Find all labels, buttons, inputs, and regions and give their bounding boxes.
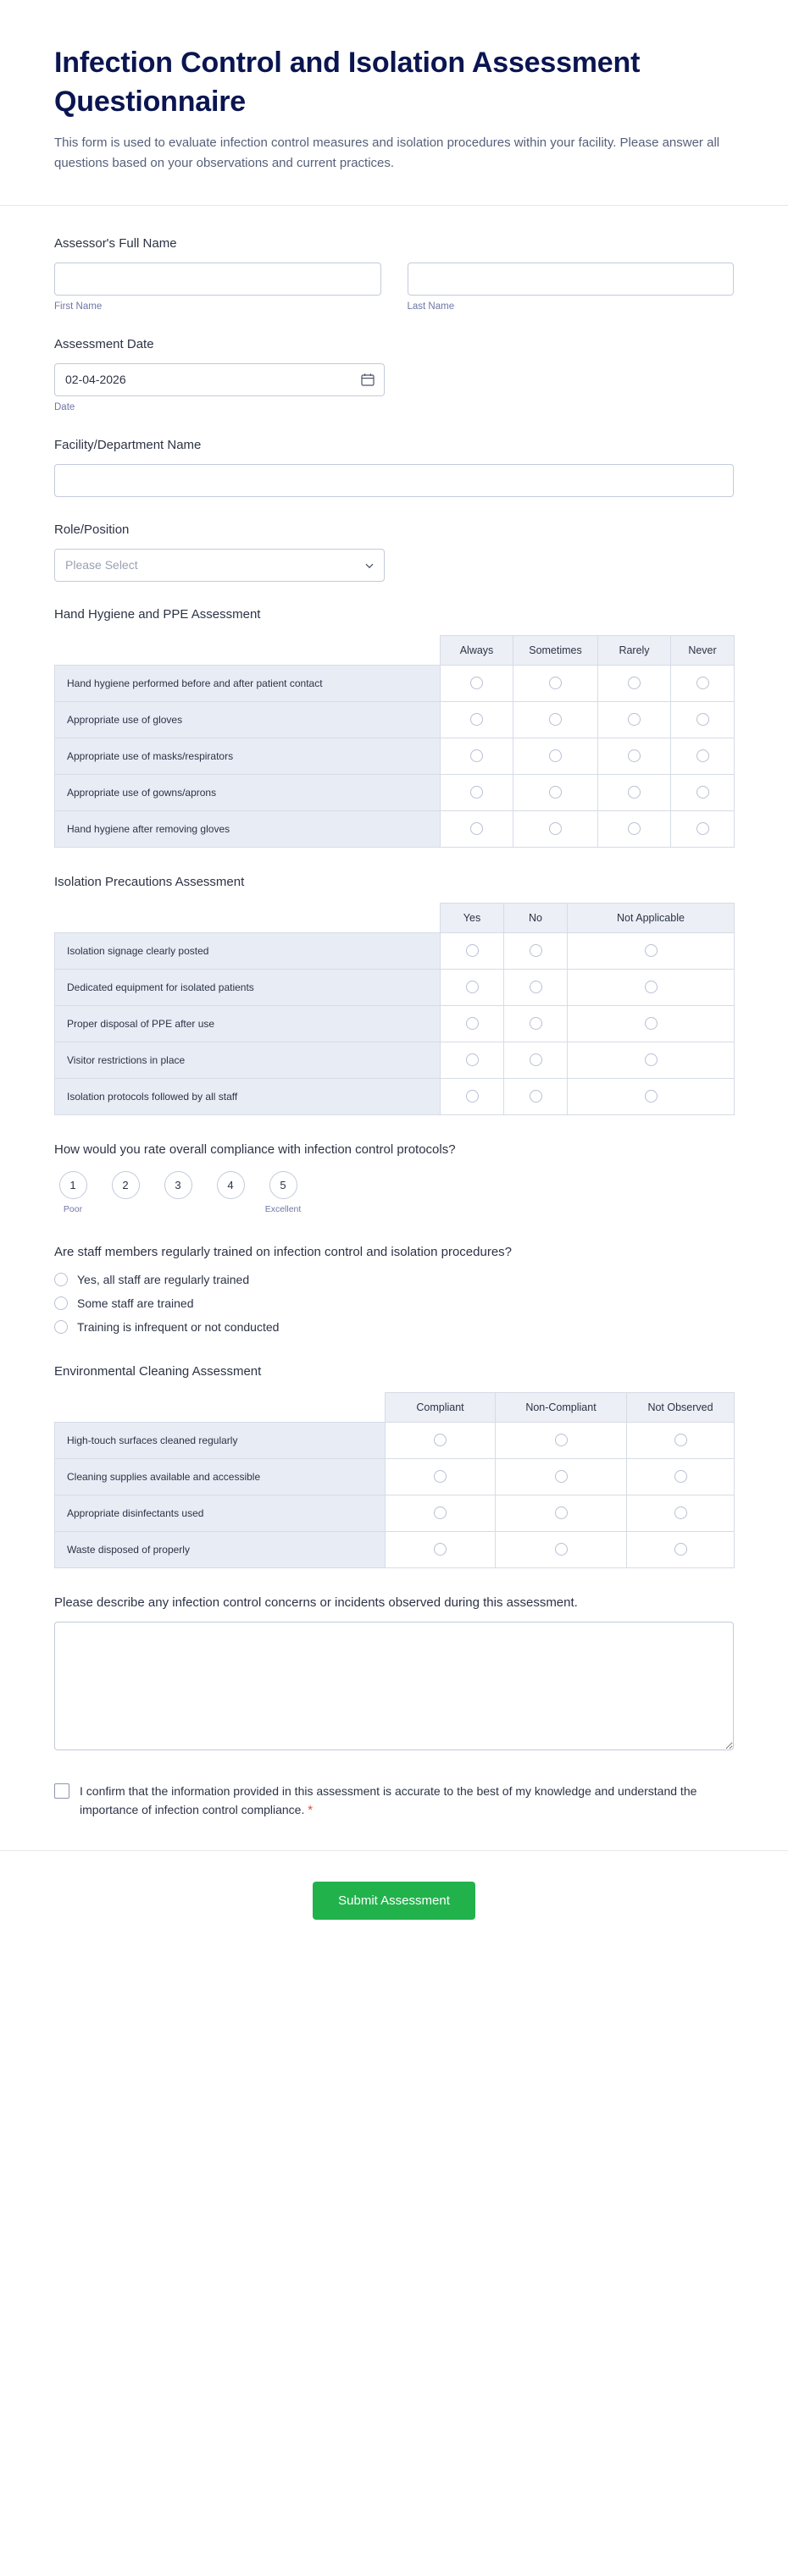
matrix-cell[interactable] — [671, 810, 735, 847]
radio-button[interactable] — [470, 713, 483, 726]
radio-button[interactable] — [696, 786, 709, 799]
table-row — [55, 774, 735, 810]
matrix-cell[interactable] — [496, 1495, 627, 1531]
radio-button[interactable] — [696, 749, 709, 762]
assessor-name-field — [54, 235, 734, 312]
last-name-input[interactable] — [408, 263, 735, 296]
matrix-cell[interactable] — [386, 1495, 496, 1531]
matrix-cell[interactable] — [504, 1042, 568, 1078]
radio-button[interactable] — [555, 1470, 568, 1483]
radio-button[interactable] — [466, 1090, 479, 1103]
table-row — [55, 738, 735, 774]
matrix-corner — [55, 635, 441, 665]
row-label: Isolation signage clearly posted — [55, 932, 441, 969]
row-label: Appropriate use of masks/respirators — [55, 738, 441, 774]
last-name-group — [408, 263, 735, 312]
isolation-matrix-block — [54, 873, 734, 1115]
isolation-title: Isolation Precautions Assessment — [54, 874, 245, 889]
radio-button[interactable] — [645, 1053, 658, 1066]
compliance-rating-question: How would you rate overall compliance with infection control protocols? — [54, 1142, 456, 1157]
radio-button[interactable] — [54, 1320, 68, 1334]
role-label: Role/Position — [54, 522, 130, 537]
matrix-cell[interactable] — [513, 810, 598, 847]
matrix-cell[interactable] — [441, 665, 513, 701]
radio-label: Training is infrequent or not conducted — [77, 1319, 280, 1334]
radio-button[interactable] — [628, 822, 641, 835]
row-label: Appropriate use of gloves — [55, 701, 441, 738]
matrix-cell[interactable] — [441, 1005, 504, 1042]
radio-button[interactable] — [549, 822, 562, 835]
radio-button[interactable] — [549, 786, 562, 799]
matrix-cell[interactable] — [671, 701, 735, 738]
table-row — [55, 969, 735, 1005]
matrix-cell[interactable] — [598, 701, 671, 738]
radio-button[interactable] — [466, 981, 479, 993]
consent-text-wrapper — [80, 1782, 707, 1821]
table-header-row — [55, 635, 735, 665]
rating-value[interactable]: 2 — [112, 1171, 140, 1199]
assessment-date-field — [54, 335, 734, 412]
table-row — [55, 701, 735, 738]
facility-input[interactable] — [54, 464, 734, 497]
table-row — [55, 810, 735, 847]
date-input-wrapper — [54, 363, 385, 396]
matrix-cell[interactable] — [568, 1078, 735, 1114]
matrix-cell[interactable] — [441, 1078, 504, 1114]
radio-button[interactable] — [696, 677, 709, 689]
column-header: Always — [441, 635, 513, 665]
facility-field — [54, 436, 734, 497]
column-header: Rarely — [598, 635, 671, 665]
hand-hygiene-matrix — [54, 635, 735, 848]
table-row — [55, 932, 735, 969]
matrix-cell[interactable] — [504, 969, 568, 1005]
concerns-field — [54, 1594, 734, 1755]
matrix-cell[interactable] — [496, 1531, 627, 1567]
column-header: Yes — [441, 903, 504, 932]
radio-button[interactable] — [530, 1053, 542, 1066]
matrix-cell[interactable] — [386, 1422, 496, 1458]
radio-button[interactable] — [645, 1017, 658, 1030]
radio-button[interactable] — [645, 944, 658, 957]
facility-label: Facility/Department Name — [54, 437, 202, 452]
matrix-cell[interactable] — [441, 969, 504, 1005]
rating-value[interactable]: 4 — [217, 1171, 245, 1199]
radio-button[interactable] — [470, 677, 483, 689]
table-row — [55, 1531, 735, 1567]
last-name-sublabel: Last Name — [407, 301, 455, 312]
radio-button[interactable] — [530, 1090, 542, 1103]
compliance-rating-field — [54, 1141, 734, 1215]
cleaning-matrix — [54, 1392, 735, 1568]
matrix-cell[interactable] — [627, 1422, 735, 1458]
table-row — [55, 1078, 735, 1114]
table-row — [55, 1495, 735, 1531]
consent-checkbox[interactable] — [54, 1783, 69, 1799]
submit-button[interactable]: Submit Assessment — [313, 1882, 475, 1920]
radio-button[interactable] — [628, 786, 641, 799]
first-name-input[interactable] — [54, 263, 381, 296]
radio-label: Yes, all staff are regularly trained — [77, 1272, 250, 1286]
radio-label: Some staff are trained — [77, 1296, 194, 1310]
rating-value[interactable]: 5 — [269, 1171, 297, 1199]
matrix-cell[interactable] — [671, 738, 735, 774]
matrix-cell[interactable] — [598, 774, 671, 810]
radio-button[interactable] — [696, 822, 709, 835]
matrix-cell[interactable] — [496, 1458, 627, 1495]
hand-hygiene-title: Hand Hygiene and PPE Assessment — [54, 606, 261, 622]
assessment-date-label: Assessment Date — [54, 336, 154, 351]
matrix-cell[interactable] — [568, 1042, 735, 1078]
column-header: Sometimes — [513, 635, 598, 665]
radio-button[interactable] — [470, 786, 483, 799]
rating-option[interactable] — [54, 1171, 92, 1214]
row-label: Isolation protocols followed by all staff — [55, 1078, 441, 1114]
matrix-cell[interactable] — [568, 932, 735, 969]
radio-button[interactable] — [466, 1053, 479, 1066]
column-header: Not Applicable — [568, 903, 735, 932]
matrix-cell[interactable] — [386, 1531, 496, 1567]
training-field — [54, 1243, 734, 1334]
radio-option[interactable] — [54, 1320, 734, 1334]
matrix-cell[interactable] — [627, 1458, 735, 1495]
radio-button[interactable] — [434, 1506, 447, 1519]
radio-button[interactable] — [434, 1434, 447, 1446]
rating-caption: Excellent — [264, 1204, 302, 1215]
matrix-cell[interactable] — [598, 738, 671, 774]
radio-button[interactable] — [530, 981, 542, 993]
row-label: Dedicated equipment for isolated patients — [55, 969, 441, 1005]
radio-button[interactable] — [628, 677, 641, 689]
radio-button[interactable] — [674, 1434, 687, 1446]
radio-button[interactable] — [555, 1543, 568, 1556]
row-label: Proper disposal of PPE after use — [55, 1005, 441, 1042]
radio-button[interactable] — [555, 1506, 568, 1519]
row-label: Appropriate disinfectants used — [55, 1495, 386, 1531]
concerns-label: Please describe any infection control concerns or incidents observed during this assessment. — [54, 1595, 578, 1610]
radio-button[interactable] — [470, 822, 483, 835]
isolation-matrix — [54, 903, 735, 1115]
radio-option[interactable] — [54, 1273, 734, 1286]
row-label: Hand hygiene after removing gloves — [55, 810, 441, 847]
column-header: Non-Compliant — [496, 1392, 627, 1422]
radio-option[interactable] — [54, 1296, 734, 1310]
matrix-cell[interactable] — [671, 774, 735, 810]
matrix-cell[interactable] — [441, 932, 504, 969]
matrix-cell[interactable] — [568, 969, 735, 1005]
matrix-cell[interactable] — [513, 665, 598, 701]
column-header: No — [504, 903, 568, 932]
radio-button[interactable] — [674, 1506, 687, 1519]
radio-button[interactable] — [696, 713, 709, 726]
table-row — [55, 1042, 735, 1078]
table-header-row — [55, 1392, 735, 1422]
rating-scale — [54, 1171, 734, 1214]
column-header: Never — [671, 635, 735, 665]
matrix-corner — [55, 903, 441, 932]
radio-button[interactable] — [674, 1470, 687, 1483]
radio-button[interactable] — [466, 944, 479, 957]
radio-button[interactable] — [549, 749, 562, 762]
rating-value[interactable]: 3 — [164, 1171, 192, 1199]
radio-button[interactable] — [54, 1273, 68, 1286]
matrix-cell[interactable] — [568, 1005, 735, 1042]
table-header-row — [55, 903, 735, 932]
role-field — [54, 521, 734, 582]
training-options — [54, 1273, 734, 1334]
matrix-cell[interactable] — [441, 738, 513, 774]
matrix-cell[interactable] — [598, 665, 671, 701]
assessment-date-input[interactable] — [54, 363, 385, 396]
page-title: Infection Control and Isolation Assessment Questionnaire — [54, 47, 641, 118]
table-row — [55, 1458, 735, 1495]
matrix-cell[interactable] — [441, 701, 513, 738]
row-label: High-touch surfaces cleaned regularly — [55, 1422, 386, 1458]
radio-button[interactable] — [674, 1543, 687, 1556]
training-question: Are staff members regularly trained on infection control and isolation procedures? — [54, 1245, 513, 1260]
rating-option[interactable] — [107, 1171, 144, 1204]
matrix-cell[interactable] — [386, 1458, 496, 1495]
row-label: Hand hygiene performed before and after patient contact — [55, 665, 441, 701]
form-description: This form is used to evaluate infection control measures and isolation procedures within your facility. Please answer all questions based on your observations and current practices. — [54, 135, 720, 171]
matrix-cell[interactable] — [513, 701, 598, 738]
form-footer — [0, 1850, 788, 1959]
radio-button[interactable] — [530, 1017, 542, 1030]
matrix-cell[interactable] — [504, 932, 568, 969]
radio-button[interactable] — [555, 1434, 568, 1446]
table-row — [55, 1005, 735, 1042]
matrix-cell[interactable] — [496, 1422, 627, 1458]
radio-button[interactable] — [470, 749, 483, 762]
row-label: Visitor restrictions in place — [55, 1042, 441, 1078]
assessment-date-sublabel: Date — [54, 401, 75, 412]
table-row — [55, 1422, 735, 1458]
radio-button[interactable] — [645, 1090, 658, 1103]
matrix-cell[interactable] — [598, 810, 671, 847]
form-body — [0, 206, 788, 1821]
cleaning-title: Environmental Cleaning Assessment — [54, 1363, 262, 1379]
radio-button[interactable] — [628, 713, 641, 726]
radio-button[interactable] — [549, 677, 562, 689]
matrix-cell[interactable] — [441, 1042, 504, 1078]
cleaning-matrix-block — [54, 1363, 734, 1568]
row-label: Cleaning supplies available and accessible — [55, 1458, 386, 1495]
radio-button[interactable] — [54, 1296, 68, 1310]
concerns-textarea[interactable] — [54, 1622, 734, 1750]
rating-caption: Poor — [63, 1204, 83, 1215]
rating-option[interactable] — [264, 1171, 302, 1214]
radio-button[interactable] — [466, 1017, 479, 1030]
radio-button[interactable] — [434, 1470, 447, 1483]
role-select-wrapper[interactable] — [54, 549, 385, 582]
radio-button[interactable] — [628, 749, 641, 762]
matrix-corner — [55, 1392, 386, 1422]
role-select[interactable]: Please Select — [54, 549, 385, 582]
first-name-group — [54, 263, 381, 312]
matrix-cell[interactable] — [441, 810, 513, 847]
assessor-name-label: Assessor's Full Name — [54, 235, 177, 251]
row-label: Appropriate use of gowns/aprons — [55, 774, 441, 810]
rating-value[interactable]: 1 — [59, 1171, 87, 1199]
matrix-cell[interactable] — [441, 774, 513, 810]
hand-hygiene-matrix-block — [54, 605, 734, 848]
radio-button[interactable] — [530, 944, 542, 957]
matrix-cell[interactable] — [504, 1078, 568, 1114]
radio-button[interactable] — [549, 713, 562, 726]
consent-field — [54, 1782, 734, 1821]
row-label: Waste disposed of properly — [55, 1531, 386, 1567]
radio-button[interactable] — [434, 1543, 447, 1556]
column-header: Not Observed — [627, 1392, 735, 1422]
consent-label: I confirm that the information provided in this assessment is accurate to the best of my knowledge and understand the importance of infection control compliance. — [80, 1783, 697, 1817]
first-name-sublabel: First Name — [54, 301, 103, 312]
matrix-cell[interactable] — [671, 665, 735, 701]
table-row — [55, 665, 735, 701]
matrix-cell[interactable] — [504, 1005, 568, 1042]
matrix-cell[interactable] — [513, 774, 598, 810]
rating-option[interactable] — [212, 1171, 249, 1204]
column-header: Compliant — [386, 1392, 496, 1422]
matrix-cell[interactable] — [513, 738, 598, 774]
matrix-cell[interactable] — [627, 1495, 735, 1531]
matrix-cell[interactable] — [627, 1531, 735, 1567]
rating-option[interactable] — [159, 1171, 197, 1204]
form-header — [0, 0, 788, 206]
required-asterisk: * — [308, 1803, 314, 1818]
radio-button[interactable] — [645, 981, 658, 993]
